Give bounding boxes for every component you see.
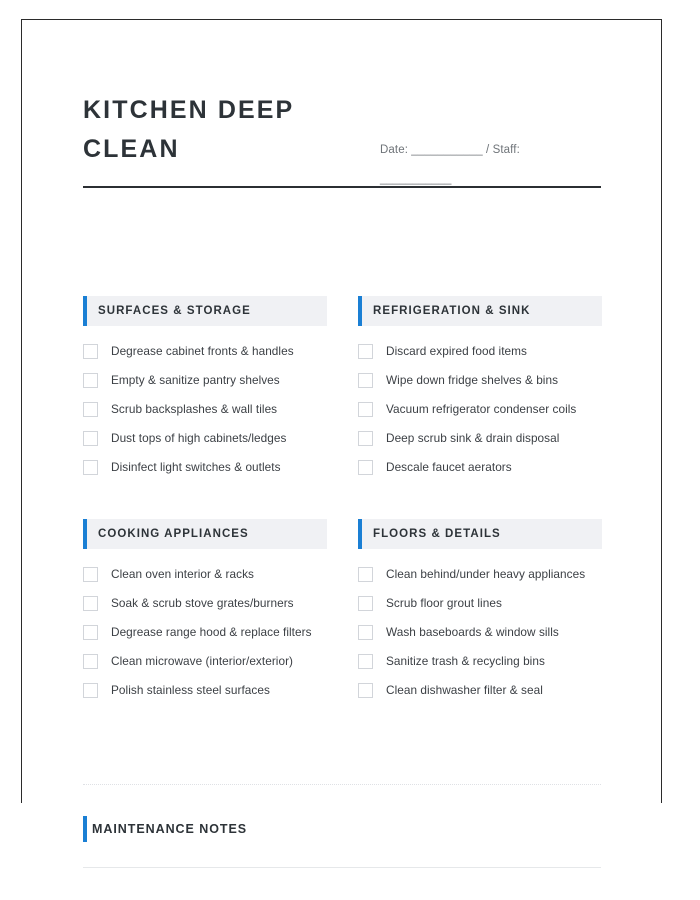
checkbox-icon[interactable] — [83, 431, 98, 446]
checklist-item-label: Clean behind/under heavy appliances — [386, 567, 586, 581]
checklist-item[interactable] — [358, 395, 602, 424]
notes-title: MAINTENANCE NOTES — [92, 822, 248, 836]
checkbox-icon[interactable] — [83, 402, 98, 417]
checkbox-icon[interactable] — [358, 460, 373, 475]
checklist-item[interactable] — [83, 453, 327, 482]
checkbox-icon[interactable] — [358, 596, 373, 611]
notes-ruled-line — [83, 867, 601, 868]
checklist-item-label: Discard expired food items — [386, 344, 527, 358]
checklist-item[interactable] — [83, 618, 327, 647]
checkbox-icon[interactable] — [358, 654, 373, 669]
checklist-item-label: Clean oven interior & racks — [111, 567, 254, 581]
section-header — [358, 296, 602, 326]
checklist-item-label: Vacuum refrigerator condenser coils — [386, 402, 577, 416]
checklist-item[interactable] — [83, 337, 327, 366]
checklist-item[interactable] — [358, 337, 602, 366]
checkbox-icon[interactable] — [83, 460, 98, 475]
checklist-item-label: Scrub floor grout lines — [386, 596, 502, 610]
checklist-item[interactable] — [83, 424, 327, 453]
checklist-item-label: Empty & sanitize pantry shelves — [111, 373, 280, 387]
checklist-item-label: Clean microwave (interior/exterior) — [111, 654, 294, 668]
section-title: COOKING APPLIANCES — [98, 528, 249, 540]
checklist-item-label: Wipe down fridge shelves & bins — [386, 373, 559, 387]
printable-page-sheet — [21, 19, 662, 836]
checkbox-icon[interactable] — [358, 373, 373, 388]
checklist-item[interactable] — [358, 424, 602, 453]
checklist-item-label: Soak & scrub stove grates/burners — [111, 596, 294, 610]
section-divider-dotted — [83, 784, 601, 785]
checklist-item[interactable] — [83, 395, 327, 424]
checklist-item-label: Sanitize trash & recycling bins — [386, 654, 545, 668]
checkbox-icon[interactable] — [358, 625, 373, 640]
section-header — [358, 519, 602, 549]
checklist-item-label: Wash baseboards & window sills — [386, 625, 559, 639]
section-cooking-appliances — [83, 519, 327, 721]
notes-writing-area[interactable] — [83, 867, 601, 868]
section-title: REFRIGERATION & SINK — [373, 305, 531, 317]
checkbox-icon[interactable] — [358, 683, 373, 698]
title-divider-rule — [83, 186, 601, 188]
section-row-2 — [83, 519, 601, 721]
checkbox-icon[interactable] — [83, 625, 98, 640]
checkbox-icon[interactable] — [83, 567, 98, 582]
section-header — [83, 519, 327, 549]
checkbox-icon[interactable] — [83, 344, 98, 359]
checklist-item[interactable] — [83, 676, 327, 705]
date-staff-field[interactable]: Date: ___________ / Staff: ___________ — [380, 144, 520, 185]
checklist-item[interactable] — [358, 647, 602, 676]
checklist-item-label: Polish stainless steel surfaces — [111, 683, 270, 697]
notes-header — [83, 816, 601, 842]
checklist-item[interactable] — [83, 589, 327, 618]
section-title: SURFACES & STORAGE — [98, 305, 251, 317]
section-item-list — [83, 560, 327, 705]
checkbox-icon[interactable] — [358, 431, 373, 446]
section-item-list — [358, 337, 602, 482]
checklist-sections — [83, 296, 601, 721]
checklist-item[interactable] — [358, 676, 602, 705]
checklist-item-label: Disinfect light switches & outlets — [111, 460, 281, 474]
section-header — [83, 296, 327, 326]
checkbox-icon[interactable] — [83, 683, 98, 698]
checklist-item-label: Scrub backsplashes & wall tiles — [111, 402, 278, 416]
checklist-item[interactable] — [83, 366, 327, 395]
section-surfaces-storage — [83, 296, 327, 498]
section-item-list — [83, 337, 327, 482]
section-floors-details — [358, 519, 602, 721]
checklist-item-label: Clean dishwasher filter & seal — [386, 683, 543, 697]
section-row-1 — [83, 296, 601, 498]
checklist-item[interactable] — [358, 453, 602, 482]
checklist-item[interactable] — [83, 560, 327, 589]
checkbox-icon[interactable] — [358, 402, 373, 417]
checklist-item-label: Dust tops of high cabinets/ledges — [111, 431, 287, 445]
checklist-item-label: Degrease range hood & replace filters — [111, 625, 312, 639]
checklist-item[interactable] — [358, 560, 602, 589]
checklist-item[interactable] — [358, 366, 602, 395]
checklist-item[interactable] — [358, 618, 602, 647]
checkbox-icon[interactable] — [83, 654, 98, 669]
checklist-item-label: Deep scrub sink & drain disposal — [386, 431, 560, 445]
checkbox-icon[interactable] — [358, 344, 373, 359]
checklist-item[interactable] — [83, 647, 327, 676]
section-title: FLOORS & DETAILS — [373, 528, 501, 540]
document-content — [83, 81, 601, 868]
checkbox-icon[interactable] — [358, 567, 373, 582]
checkbox-icon[interactable] — [83, 373, 98, 388]
section-refrigeration-sink — [358, 296, 602, 498]
page-title: KITCHEN DEEP CLEAN — [83, 96, 294, 163]
checkbox-icon[interactable] — [83, 596, 98, 611]
checklist-item-label: Degrease cabinet fronts & handles — [111, 344, 294, 358]
checklist-item-label: Descale faucet aerators — [386, 460, 512, 474]
checklist-item[interactable] — [358, 589, 602, 618]
section-item-list — [358, 560, 602, 705]
document-header — [83, 81, 601, 185]
